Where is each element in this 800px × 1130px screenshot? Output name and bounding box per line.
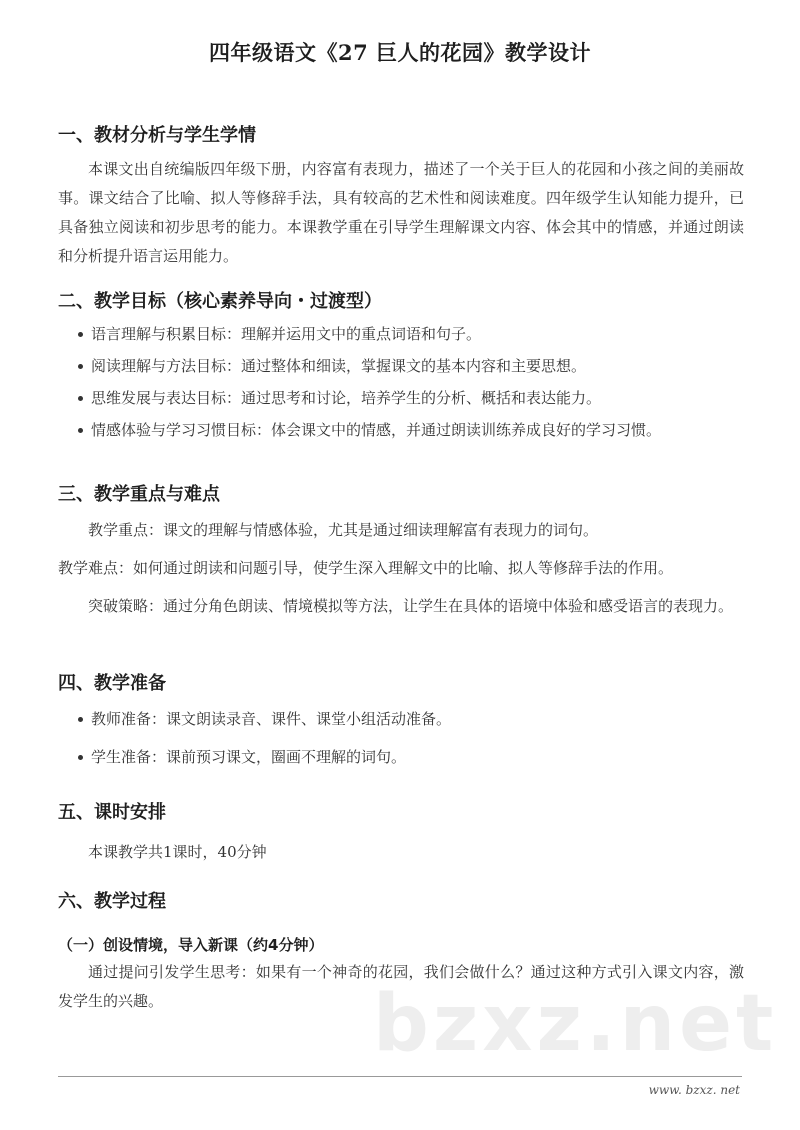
subsection-heading-intro: （一）创设情境，导入新课（约4分钟） [58, 936, 324, 954]
objective-item: 思维发展与表达目标：通过思考和讨论，培养学生的分析、概括和表达能力。 [78, 387, 738, 419]
strategy-paragraph: 突破策略：通过分角色朗读、情境模拟等方法，让学生在具体的语境中体验和感受语言的表现力。 [88, 597, 734, 615]
analysis-paragraph: 本课文出自统编版四年级下册，内容富有表现力，描述了一个关于巨人的花园和小孩之间的美丽故事。课文结合了比喻、拟人等修辞手法，具有较高的艺术性和阅读难度。四年级学生认知能力提升，已具备独立阅读和初步思考的能力。本课教学重在引导学生理解课文内容、体会其中的情感，并通过朗读和分析提升语言运用能力。 [58, 160, 744, 265]
section-heading-objectives: 二、教学目标（核心素养导向・过渡型） [58, 291, 382, 312]
preparation-item: 教师准备：课文朗读录音、课件、课堂小组活动准备。 [78, 708, 738, 746]
preparation-item: 学生准备：课前预习课文，圈画不理解的词句。 [78, 746, 738, 784]
footer-url: www. bzxz. net [648, 1083, 740, 1097]
intro-paragraph: 通过提问引发学生思考：如果有一个神奇的花园，我们会做什么？通过这种方式引入课文内容，激发学生的兴趣。 [58, 963, 744, 1010]
section-heading-process: 六、教学过程 [58, 891, 166, 912]
section-heading-schedule: 五、课时安排 [58, 802, 166, 823]
watermark: bzxz.net [373, 979, 778, 1069]
section-heading-key-points: 三、教学重点与难点 [58, 484, 220, 505]
objective-item: 语言理解与积累目标：理解并运用文中的重点词语和句子。 [78, 323, 738, 355]
preparation-list [78, 708, 738, 784]
footer-divider [58, 1076, 742, 1077]
schedule-paragraph: 本课教学共1课时，40分钟 [88, 843, 267, 861]
difficulty-paragraph: 教学难点：如何通过朗读和问题引导，使学生深入理解文中的比喻、拟人等修辞手法的作用。 [58, 559, 674, 577]
key-point-paragraph: 教学重点：课文的理解与情感体验，尤其是通过细读理解富有表现力的词句。 [88, 521, 599, 539]
objective-item: 阅读理解与方法目标：通过整体和细读，掌握课文的基本内容和主要思想。 [78, 355, 738, 387]
document-title: 四年级语文《27 巨人的花园》教学设计 [208, 40, 592, 65]
objectives-list [78, 323, 738, 451]
objective-item: 情感体验与学习习惯目标：体会课文中的情感，并通过朗读训练养成良好的学习习惯。 [78, 419, 738, 451]
section-heading-analysis: 一、教材分析与学生学情 [58, 125, 256, 146]
section-heading-preparation: 四、教学准备 [58, 673, 166, 694]
